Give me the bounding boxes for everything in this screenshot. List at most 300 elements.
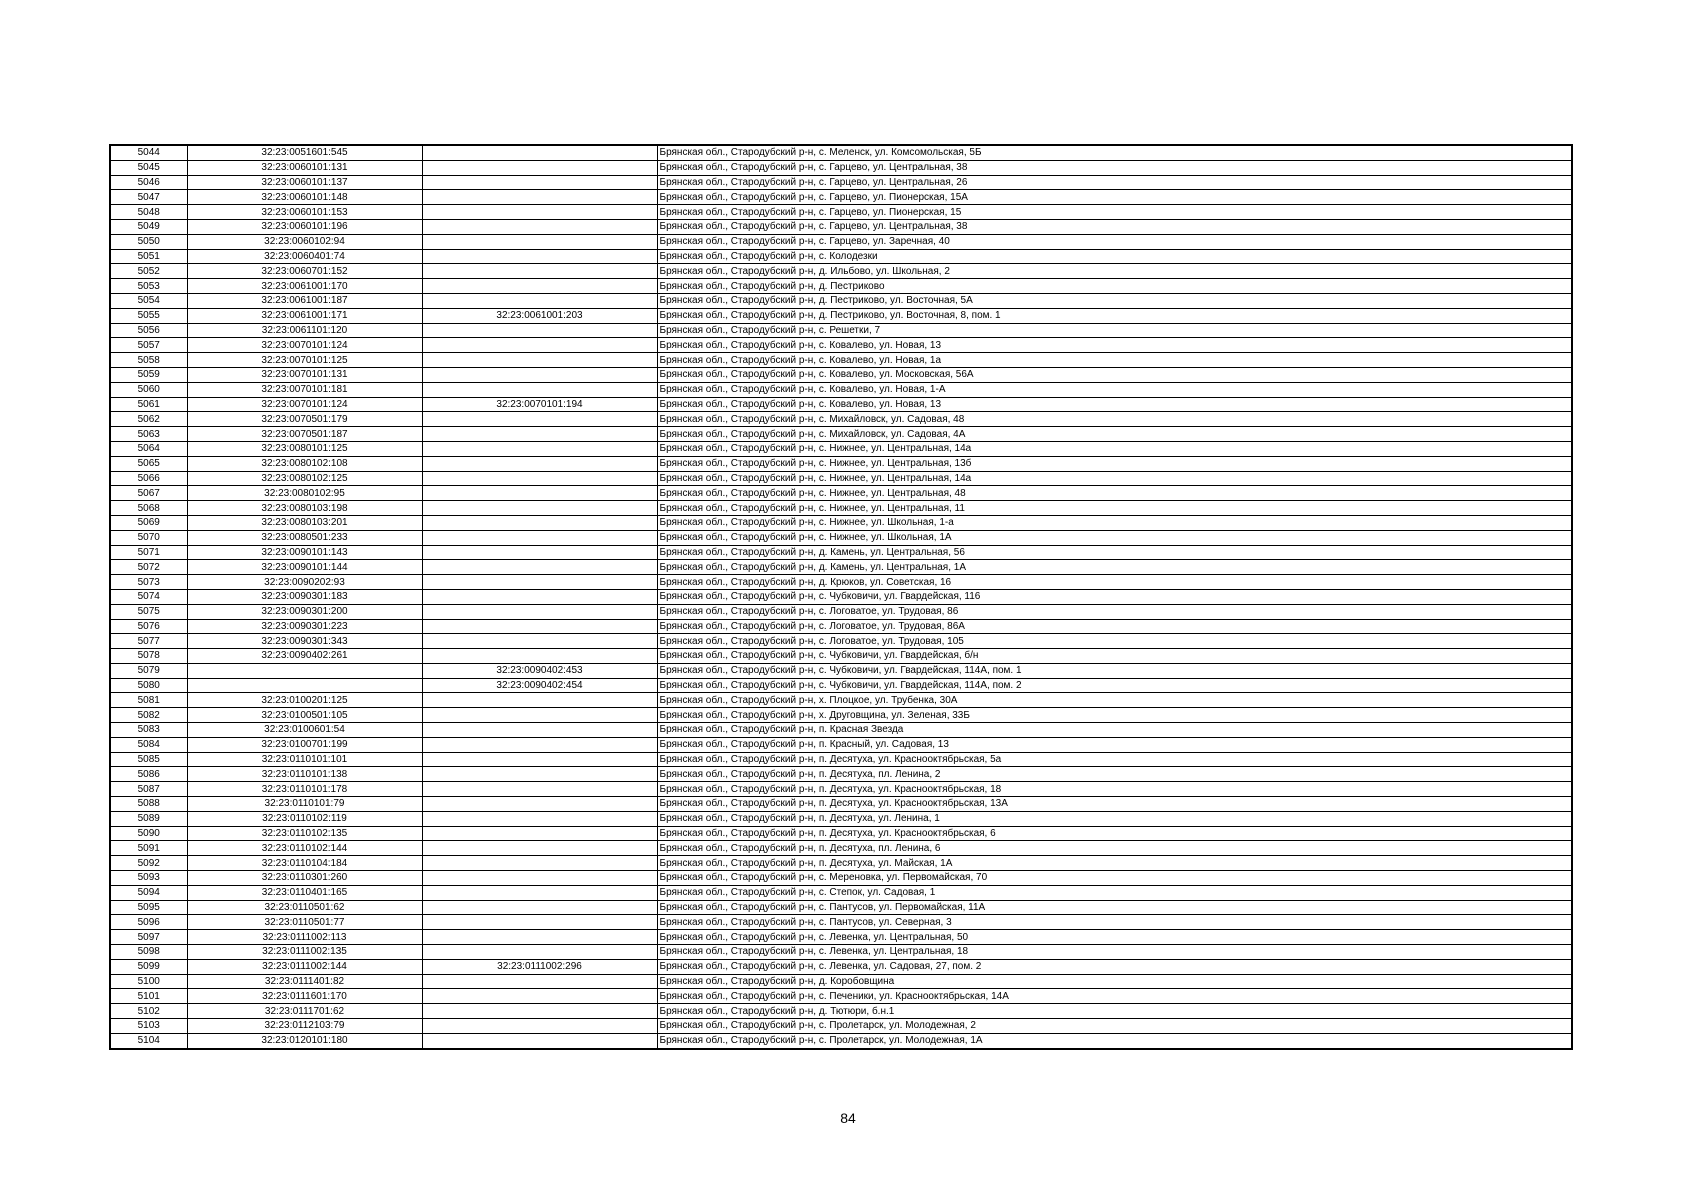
address-cell: Брянская обл., Стародубский р-н, п. Десятуха, пл. Ленина, 2 [657,767,1572,782]
row-number-cell: 5075 [110,604,187,619]
premises-cadastral-number-cell [422,708,657,723]
premises-cadastral-number-cell [422,589,657,604]
address-cell: Брянская обл., Стародубский р-н, с. Левенка, ул. Садовая, 27, пом. 2 [657,959,1572,974]
premises-cadastral-number-cell [422,323,657,338]
table-row [110,811,1572,826]
premises-cadastral-number-cell [422,634,657,649]
cadastral-number-cell: 32:23:0070501:187 [187,427,422,442]
cadastral-number-cell: 32:23:0090301:343 [187,634,422,649]
row-number-cell: 5090 [110,826,187,841]
table-row [110,649,1572,664]
premises-cadastral-number-cell [422,293,657,308]
table-row [110,974,1572,989]
premises-cadastral-number-cell [422,160,657,175]
cadastral-number-cell: 32:23:0090301:223 [187,619,422,634]
premises-cadastral-number-cell [422,915,657,930]
row-number-cell: 5059 [110,367,187,382]
table-row [110,293,1572,308]
table-row [110,160,1572,175]
table-row [110,575,1572,590]
row-number-cell: 5058 [110,353,187,368]
table-row [110,856,1572,871]
table-row [110,367,1572,382]
table-row [110,560,1572,575]
cadastral-number-cell: 32:23:0060102:94 [187,234,422,249]
table-row [110,530,1572,545]
row-number-cell: 5096 [110,915,187,930]
row-number-cell: 5073 [110,575,187,590]
cadastral-number-cell: 32:23:0051601:545 [187,145,422,160]
table-row [110,797,1572,812]
premises-cadastral-number-cell [422,205,657,220]
address-cell: Брянская обл., Стародубский р-н, с. Ковалево, ул. Новая, 1-А [657,382,1572,397]
cadastral-number-cell: 32:23:0060401:74 [187,249,422,264]
table-row [110,145,1572,160]
cadastral-number-cell: 32:23:0110401:165 [187,885,422,900]
table-row [110,871,1572,886]
premises-cadastral-number-cell [422,871,657,886]
cadastral-number-cell: 32:23:0080501:233 [187,530,422,545]
row-number-cell: 5103 [110,1019,187,1034]
row-number-cell: 5052 [110,264,187,279]
cadastral-number-cell: 32:23:0110102:144 [187,841,422,856]
cadastral-number-cell: 32:23:0100701:199 [187,737,422,752]
address-cell: Брянская обл., Стародубский р-н, д. Пестриково [657,279,1572,294]
table-row [110,619,1572,634]
premises-cadastral-number-cell: 32:23:0090402:453 [422,663,657,678]
table-row [110,737,1572,752]
address-cell: Брянская обл., Стародубский р-н, п. Десятуха, ул. Ленина, 1 [657,811,1572,826]
premises-cadastral-number-cell [422,1033,657,1048]
address-cell: Брянская обл., Стародубский р-н, д. Ильбово, ул. Школьная, 2 [657,264,1572,279]
cadastral-number-cell: 32:23:0080102:95 [187,486,422,501]
premises-cadastral-number-cell [422,767,657,782]
cadastral-number-cell: 32:23:0080101:125 [187,441,422,456]
address-cell: Брянская обл., Стародубский р-н, с. Логоватое, ул. Трудовая, 86 [657,604,1572,619]
cadastral-number-cell: 32:23:0110101:79 [187,797,422,812]
premises-cadastral-number-cell [422,501,657,516]
row-number-cell: 5070 [110,530,187,545]
cadastral-number-cell: 32:23:0110501:62 [187,900,422,915]
premises-cadastral-number-cell [422,693,657,708]
premises-cadastral-number-cell: 32:23:0061001:203 [422,308,657,323]
premises-cadastral-number-cell [422,1004,657,1019]
row-number-cell: 5084 [110,737,187,752]
row-number-cell: 5045 [110,160,187,175]
table-row [110,752,1572,767]
cadastral-number-cell: 32:23:0070101:125 [187,353,422,368]
cadastral-number-cell: 32:23:0070101:124 [187,338,422,353]
table-row [110,767,1572,782]
cadastral-number-cell: 32:23:0110501:77 [187,915,422,930]
premises-cadastral-number-cell [422,190,657,205]
premises-cadastral-number-cell [422,382,657,397]
table-row [110,441,1572,456]
row-number-cell: 5078 [110,649,187,664]
cadastral-number-cell: 32:23:0080102:125 [187,471,422,486]
row-number-cell: 5047 [110,190,187,205]
table-row [110,308,1572,323]
cadastral-number-cell: 32:23:0061101:120 [187,323,422,338]
table-row [110,782,1572,797]
row-number-cell: 5044 [110,145,187,160]
row-number-cell: 5072 [110,560,187,575]
table-row [110,279,1572,294]
cadastral-number-cell: 32:23:0080102:108 [187,456,422,471]
address-cell: Брянская обл., Стародубский р-н, с. Пролетарск, ул. Молодежная, 1А [657,1033,1572,1048]
address-cell: Брянская обл., Стародубский р-н, с. Пантусов, ул. Северная, 3 [657,915,1572,930]
premises-cadastral-number-cell [422,560,657,575]
cadastral-number-cell: 32:23:0060101:131 [187,160,422,175]
registry-table [109,144,1573,1050]
table-row [110,885,1572,900]
cadastral-number-cell: 32:23:0111002:144 [187,959,422,974]
row-number-cell: 5050 [110,234,187,249]
address-cell: Брянская обл., Стародубский р-н, п. Десятуха, ул. Краснооктябрьская, 6 [657,826,1572,841]
premises-cadastral-number-cell: 32:23:0111002:296 [422,959,657,974]
row-number-cell: 5061 [110,397,187,412]
address-cell: Брянская обл., Стародубский р-н, с. Гарцево, ул. Пионерская, 15 [657,205,1572,220]
table-row [110,234,1572,249]
premises-cadastral-number-cell [422,930,657,945]
address-cell: Брянская обл., Стародубский р-н, с. Ковалево, ул. Новая, 1а [657,353,1572,368]
row-number-cell: 5051 [110,249,187,264]
premises-cadastral-number-cell [422,279,657,294]
address-cell: Брянская обл., Стародубский р-н, п. Десятуха, пл. Ленина, 6 [657,841,1572,856]
cadastral-number-cell: 32:23:0070101:131 [187,367,422,382]
address-cell: Брянская обл., Стародубский р-н, п. Десятуха, ул. Краснооктябрьская, 5а [657,752,1572,767]
address-cell: Брянская обл., Стародубский р-н, д. Пестриково, ул. Восточная, 8, пом. 1 [657,308,1572,323]
table-row [110,589,1572,604]
row-number-cell: 5049 [110,219,187,234]
address-cell: Брянская обл., Стародубский р-н, с. Михайловск, ул. Садовая, 4А [657,427,1572,442]
premises-cadastral-number-cell [422,427,657,442]
address-cell: Брянская обл., Стародубский р-н, с. Колодезки [657,249,1572,264]
address-cell: Брянская обл., Стародубский р-н, с. Меленск, ул. Комсомольская, 5Б [657,145,1572,160]
row-number-cell: 5092 [110,856,187,871]
address-cell: Брянская обл., Стародубский р-н, с. Ковалево, ул. Московская, 56А [657,367,1572,382]
row-number-cell: 5086 [110,767,187,782]
address-cell: Брянская обл., Стародубский р-н, с. Левенка, ул. Центральная, 50 [657,930,1572,945]
table-row [110,708,1572,723]
table-row [110,545,1572,560]
premises-cadastral-number-cell [422,530,657,545]
cadastral-number-cell: 32:23:0061001:170 [187,279,422,294]
address-cell: Брянская обл., Стародубский р-н, с. Гарцево, ул. Центральная, 38 [657,219,1572,234]
premises-cadastral-number-cell [422,1019,657,1034]
table-row [110,338,1572,353]
table-row [110,471,1572,486]
premises-cadastral-number-cell [422,175,657,190]
cadastral-number-cell: 32:23:0060701:152 [187,264,422,279]
cadastral-number-cell: 32:23:0110101:178 [187,782,422,797]
cadastral-number-cell: 32:23:0112103:79 [187,1019,422,1034]
table-row [110,501,1572,516]
premises-cadastral-number-cell [422,412,657,427]
premises-cadastral-number-cell [422,249,657,264]
row-number-cell: 5060 [110,382,187,397]
registry-body [110,145,1572,1049]
premises-cadastral-number-cell [422,515,657,530]
address-cell: Брянская обл., Стародубский р-н, с. Решетки, 7 [657,323,1572,338]
row-number-cell: 5053 [110,279,187,294]
premises-cadastral-number-cell [422,737,657,752]
page-number: 84 [840,1110,856,1126]
address-cell: Брянская обл., Стародубский р-н, с. Ковалево, ул. Новая, 13 [657,338,1572,353]
address-cell: Брянская обл., Стародубский р-н, с. Мереновка, ул. Первомайская, 70 [657,871,1572,886]
table-row [110,989,1572,1004]
row-number-cell: 5046 [110,175,187,190]
row-number-cell: 5101 [110,989,187,1004]
table-row [110,693,1572,708]
row-number-cell: 5063 [110,427,187,442]
premises-cadastral-number-cell [422,575,657,590]
row-number-cell: 5099 [110,959,187,974]
cadastral-number-cell [187,678,422,693]
row-number-cell: 5054 [110,293,187,308]
cadastral-number-cell: 32:23:0070501:179 [187,412,422,427]
address-cell: Брянская обл., Стародубский р-н, с. Левенка, ул. Центральная, 18 [657,945,1572,960]
table-row [110,412,1572,427]
premises-cadastral-number-cell [422,145,657,160]
premises-cadastral-number-cell [422,782,657,797]
cadastral-number-cell: 32:23:0111002:113 [187,930,422,945]
address-cell: Брянская обл., Стародубский р-н, с. Ковалево, ул. Новая, 13 [657,397,1572,412]
row-number-cell: 5077 [110,634,187,649]
address-cell: Брянская обл., Стародубский р-н, с. Нижнее, ул. Центральная, 13б [657,456,1572,471]
premises-cadastral-number-cell [422,856,657,871]
address-cell: Брянская обл., Стародубский р-н, с. Гарцево, ул. Пионерская, 15А [657,190,1572,205]
address-cell: Брянская обл., Стародубский р-н, с. Пролетарск, ул. Молодежная, 2 [657,1019,1572,1034]
row-number-cell: 5085 [110,752,187,767]
table-row [110,945,1572,960]
address-cell: Брянская обл., Стародубский р-н, х. Плоцкое, ул. Трубенка, 30А [657,693,1572,708]
cadastral-number-cell: 32:23:0090402:261 [187,649,422,664]
table-row [110,515,1572,530]
premises-cadastral-number-cell [422,367,657,382]
premises-cadastral-number-cell [422,649,657,664]
row-number-cell: 5067 [110,486,187,501]
address-cell: Брянская обл., Стародубский р-н, д. Крюков, ул. Советская, 16 [657,575,1572,590]
table-row [110,175,1572,190]
row-number-cell: 5068 [110,501,187,516]
address-cell: Брянская обл., Стародубский р-н, с. Пантусов, ул. Первомайская, 11А [657,900,1572,915]
address-cell: Брянская обл., Стародубский р-н, п. Десятуха, ул. Краснооктябрьская, 18 [657,782,1572,797]
cadastral-number-cell: 32:23:0090101:143 [187,545,422,560]
table-row [110,190,1572,205]
cadastral-number-cell: 32:23:0120101:180 [187,1033,422,1048]
address-cell: Брянская обл., Стародубский р-н, с. Чубковичи, ул. Гвардейская, 116 [657,589,1572,604]
row-number-cell: 5076 [110,619,187,634]
row-number-cell: 5093 [110,871,187,886]
row-number-cell: 5080 [110,678,187,693]
premises-cadastral-number-cell [422,545,657,560]
premises-cadastral-number-cell [422,885,657,900]
address-cell: Брянская обл., Стародубский р-н, с. Нижнее, ул. Центральная, 48 [657,486,1572,501]
premises-cadastral-number-cell [422,471,657,486]
address-cell: Брянская обл., Стародубский р-н, с. Логоватое, ул. Трудовая, 105 [657,634,1572,649]
row-number-cell: 5056 [110,323,187,338]
row-number-cell: 5079 [110,663,187,678]
cadastral-number-cell: 32:23:0060101:148 [187,190,422,205]
cadastral-number-cell: 32:23:0111401:82 [187,974,422,989]
address-cell: Брянская обл., Стародубский р-н, с. Степок, ул. Садовая, 1 [657,885,1572,900]
premises-cadastral-number-cell [422,486,657,501]
premises-cadastral-number-cell [422,945,657,960]
row-number-cell: 5088 [110,797,187,812]
premises-cadastral-number-cell [422,811,657,826]
table-row [110,634,1572,649]
cadastral-number-cell: 32:23:0100501:105 [187,708,422,723]
address-cell: Брянская обл., Стародубский р-н, с. Логоватое, ул. Трудовая, 86А [657,619,1572,634]
cadastral-number-cell [187,663,422,678]
table-row [110,219,1572,234]
cadastral-number-cell: 32:23:0100201:125 [187,693,422,708]
premises-cadastral-number-cell [422,826,657,841]
address-cell: Брянская обл., Стародубский р-н, с. Гарцево, ул. Центральная, 26 [657,175,1572,190]
table-row [110,900,1572,915]
row-number-cell: 5095 [110,900,187,915]
row-number-cell: 5083 [110,723,187,738]
row-number-cell: 5074 [110,589,187,604]
premises-cadastral-number-cell [422,723,657,738]
row-number-cell: 5098 [110,945,187,960]
cadastral-number-cell: 32:23:0080103:198 [187,501,422,516]
address-cell: Брянская обл., Стародубский р-н, п. Красная Звезда [657,723,1572,738]
address-cell: Брянская обл., Стародубский р-н, с. Чубковичи, ул. Гвардейская, 114А, пом. 1 [657,663,1572,678]
row-number-cell: 5094 [110,885,187,900]
table-row [110,486,1572,501]
address-cell: Брянская обл., Стародубский р-н, п. Красный, ул. Садовая, 13 [657,737,1572,752]
row-number-cell: 5055 [110,308,187,323]
premises-cadastral-number-cell [422,456,657,471]
premises-cadastral-number-cell [422,219,657,234]
address-cell: Брянская обл., Стародубский р-н, д. Пестриково, ул. Восточная, 5А [657,293,1572,308]
row-number-cell: 5081 [110,693,187,708]
row-number-cell: 5069 [110,515,187,530]
cadastral-number-cell: 32:23:0111002:135 [187,945,422,960]
table-row [110,826,1572,841]
premises-cadastral-number-cell [422,619,657,634]
address-cell: Брянская обл., Стародубский р-н, с. Нижнее, ул. Школьная, 1-а [657,515,1572,530]
table-row [110,915,1572,930]
address-cell: Брянская обл., Стародубский р-н, д. Камень, ул. Центральная, 56 [657,545,1572,560]
cadastral-number-cell: 32:23:0100601:54 [187,723,422,738]
table-row [110,841,1572,856]
row-number-cell: 5097 [110,930,187,945]
table-row [110,323,1572,338]
cadastral-number-cell: 32:23:0110104:184 [187,856,422,871]
row-number-cell: 5100 [110,974,187,989]
table-row [110,678,1572,693]
cadastral-number-cell: 32:23:0080103:201 [187,515,422,530]
table-row [110,205,1572,220]
cadastral-number-cell: 32:23:0110101:101 [187,752,422,767]
address-cell: Брянская обл., Стародубский р-н, п. Десятуха, ул. Краснооктябрьская, 13А [657,797,1572,812]
cadastral-number-cell: 32:23:0110101:138 [187,767,422,782]
address-cell: Брянская обл., Стародубский р-н, с. Чубковичи, ул. Гвардейская, 114А, пом. 2 [657,678,1572,693]
address-cell: Брянская обл., Стародубский р-н, с. Михайловск, ул. Садовая, 48 [657,412,1572,427]
address-cell: Брянская обл., Стародубский р-н, х. Друговщина, ул. Зеленая, 33Б [657,708,1572,723]
cadastral-number-cell: 32:23:0110301:260 [187,871,422,886]
table-row [110,353,1572,368]
premises-cadastral-number-cell [422,989,657,1004]
address-cell: Брянская обл., Стародубский р-н, п. Десятуха, ул. Майская, 1А [657,856,1572,871]
premises-cadastral-number-cell [422,604,657,619]
cadastral-number-cell: 32:23:0110102:119 [187,811,422,826]
row-number-cell: 5066 [110,471,187,486]
cadastral-number-cell: 32:23:0070101:181 [187,382,422,397]
table-row [110,1033,1572,1048]
premises-cadastral-number-cell: 32:23:0090402:454 [422,678,657,693]
cadastral-number-cell: 32:23:0090301:200 [187,604,422,619]
address-cell: Брянская обл., Стародубский р-н, с. Гарцево, ул. Центральная, 38 [657,160,1572,175]
table-row [110,397,1572,412]
address-cell: Брянская обл., Стародубский р-н, с. Нижнее, ул. Центральная, 14а [657,441,1572,456]
cadastral-number-cell: 32:23:0111701:62 [187,1004,422,1019]
row-number-cell: 5064 [110,441,187,456]
row-number-cell: 5062 [110,412,187,427]
address-cell: Брянская обл., Стародубский р-н, с. Нижнее, ул. Центральная, 14а [657,471,1572,486]
cadastral-number-cell: 32:23:0070101:124 [187,397,422,412]
cadastral-number-cell: 32:23:0060101:137 [187,175,422,190]
table-row [110,723,1572,738]
cadastral-number-cell: 32:23:0060101:196 [187,219,422,234]
table-row [110,249,1572,264]
cadastral-number-cell: 32:23:0090202:93 [187,575,422,590]
address-cell: Брянская обл., Стародубский р-н, с. Гарцево, ул. Заречная, 40 [657,234,1572,249]
table-row [110,1004,1572,1019]
row-number-cell: 5104 [110,1033,187,1048]
table-row [110,264,1572,279]
table-row [110,382,1572,397]
premises-cadastral-number-cell [422,234,657,249]
address-cell: Брянская обл., Стародубский р-н, с. Нижнее, ул. Школьная, 1А [657,530,1572,545]
table-row [110,427,1572,442]
row-number-cell: 5087 [110,782,187,797]
table-row [110,959,1572,974]
address-cell: Брянская обл., Стародубский р-н, д. Тютюри, б.н.1 [657,1004,1572,1019]
table-row [110,930,1572,945]
row-number-cell: 5057 [110,338,187,353]
row-number-cell: 5048 [110,205,187,220]
row-number-cell: 5082 [110,708,187,723]
row-number-cell: 5089 [110,811,187,826]
row-number-cell: 5102 [110,1004,187,1019]
cadastral-number-cell: 32:23:0061001:187 [187,293,422,308]
premises-cadastral-number-cell [422,353,657,368]
premises-cadastral-number-cell: 32:23:0070101:194 [422,397,657,412]
row-number-cell: 5071 [110,545,187,560]
premises-cadastral-number-cell [422,974,657,989]
table-row [110,604,1572,619]
address-cell: Брянская обл., Стародубский р-н, с. Чубковичи, ул. Гвардейская, б/н [657,649,1572,664]
cadastral-number-cell: 32:23:0090301:183 [187,589,422,604]
cadastral-number-cell: 32:23:0110102:135 [187,826,422,841]
table-row [110,1019,1572,1034]
premises-cadastral-number-cell [422,900,657,915]
premises-cadastral-number-cell [422,797,657,812]
table-row [110,456,1572,471]
cadastral-number-cell: 32:23:0061001:171 [187,308,422,323]
row-number-cell: 5091 [110,841,187,856]
premises-cadastral-number-cell [422,752,657,767]
premises-cadastral-number-cell [422,264,657,279]
row-number-cell: 5065 [110,456,187,471]
premises-cadastral-number-cell [422,441,657,456]
cadastral-number-cell: 32:23:0060101:153 [187,205,422,220]
address-cell: Брянская обл., Стародубский р-н, с. Печеники, ул. Краснооктябрьская, 14А [657,989,1572,1004]
